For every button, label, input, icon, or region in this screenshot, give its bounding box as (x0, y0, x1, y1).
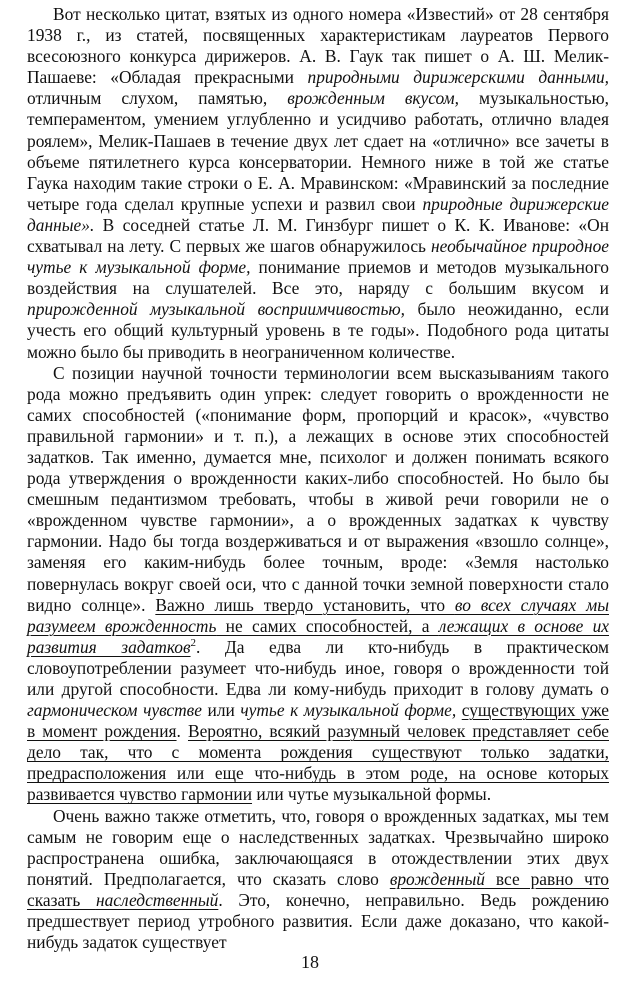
body-text (27, 4, 609, 953)
page-number: 18 (301, 952, 319, 972)
italic-text: наследственный (95, 889, 219, 910)
text-run: Вот несколько цитат, взятых из одного номера «Известий» от 28 сентября 1938 г., из статей, посвященных характеристикам лауреатов Первого всесоюзного конкурса дирижеров. А. В. Гаук так пишет о А. Ш. Мелик-Пашаеве: «Обладая прекрасными (27, 4, 609, 88)
italic-text: чутье к музыкальной форме, (240, 700, 457, 721)
footnote-marker: 2 (190, 637, 197, 650)
text-run: или (201, 700, 241, 721)
paragraph (27, 806, 609, 954)
italic-text: врожденным вкусом, (287, 88, 460, 109)
text-run: Важно лишь твердо установить, что (155, 594, 455, 615)
paragraph (27, 363, 609, 806)
text-run: . Да едва ли кто-нибудь в практическом словоупотреблении разумеет что-нибудь иное, говоря о врожденности той или другой способности. Едва ли кому-нибудь приходит в голову думать о (27, 636, 609, 699)
text-run: или чутье музыкальной формы. (252, 784, 492, 805)
text-run: В соседней статье Л. М. Гинзбург пишет о К. К. Иванове: «Он схватывал на лету. С первых же шагов обнаружилось (27, 214, 609, 257)
paragraph (27, 4, 609, 363)
text-run: музыкальностью, темпераментом, умением углубленно и усидчиво работать, отлично владея роялем», Мелик-Пашаев в течение двух лет сдает на «отлично» все зачеты в объеме пятилетнего курса консерватории. Немного ниже в той же статье Гаука находим такие строки о Е. А. Мравинском: «Мравинский за последние четыре года сделал крупные успехи и развил свои (27, 88, 610, 214)
text-run: . (176, 721, 188, 742)
italic-text: во всех случаях мы разумеем врожденность (27, 594, 609, 636)
italic-text: природные дирижерские данные». (27, 193, 610, 235)
italic-text: природными дирижерскими данными, (307, 67, 609, 88)
text-run: Очень важно также отметить, что, говоря о врожденных задатках, мы тем самым не говорим еще о наследственных задатках. Чрезвычайно широко распространена ошибка, заключающаяся в отождествлении этих двух понятий. Предполагается, что сказать слово (27, 805, 609, 889)
text-run: С позиции научной точности терминологии всем высказываниям такого рода можно предъявить один упрек: следует говорить о врожденности не самих способностей («понимание форм, пропорций и красок», «чувство правильной гармонии» и т. п.), а лежащих в основе этих способностей задатков. Так именно, думается мне, психолог и должен понимать всякого рода утверждения о врожденности каких-либо способностей. Но было бы смешным педантизмом требовать, чтобы в живой речи говорили не о «врожденном чувстве гармонии», а о врожденных задатках к чувству гармонии. Надо бы тогда воздерживаться и от выражения «взошло солнце», заменяя его каким-нибудь более точным, вроде: «Земля настолько повернулась вокруг своей оси, что с данной точки земной поверхности стало видно солнце». (27, 362, 609, 615)
text-run: все равно что сказать (27, 868, 609, 910)
italic-text: необычайное природное чутье к музыкальной форме, (27, 236, 609, 278)
italic-text: гармоническом чувстве (27, 700, 202, 721)
text-run: существующих уже в момент рождения (27, 700, 609, 742)
text-run: отличным слухом, памятью, (27, 88, 288, 109)
italic-text: лежащих в основе их развития задатков (27, 615, 609, 657)
text-run: понимание приемов и методов музыкального воздействия на слушателей. Все это, наряду с большим вкусом и (27, 257, 609, 299)
text-run: не самих способностей, а (216, 615, 439, 636)
italic-text: врожденный (389, 868, 485, 889)
text-run: было неожиданно, если учесть его общий культурный уровень в те годы». Подобного рода цитаты можно было бы приводить в неограниченном количестве. (27, 299, 610, 362)
text-run: . Это, конечно, неправильно. Ведь рождению предшествует период утробного развития. Если даже доказано, что какой-нибудь задаток существует (27, 889, 609, 953)
italic-text: прирожденной музыкальной восприимчивостью, (27, 299, 406, 320)
text-run: Вероятно, всякий разумный человек представляет себе дело так, что с момента рождения существуют только задатки, предрасположения или еще что-нибудь в этом роде, на основе которых развивается чувство гармонии (27, 721, 609, 805)
